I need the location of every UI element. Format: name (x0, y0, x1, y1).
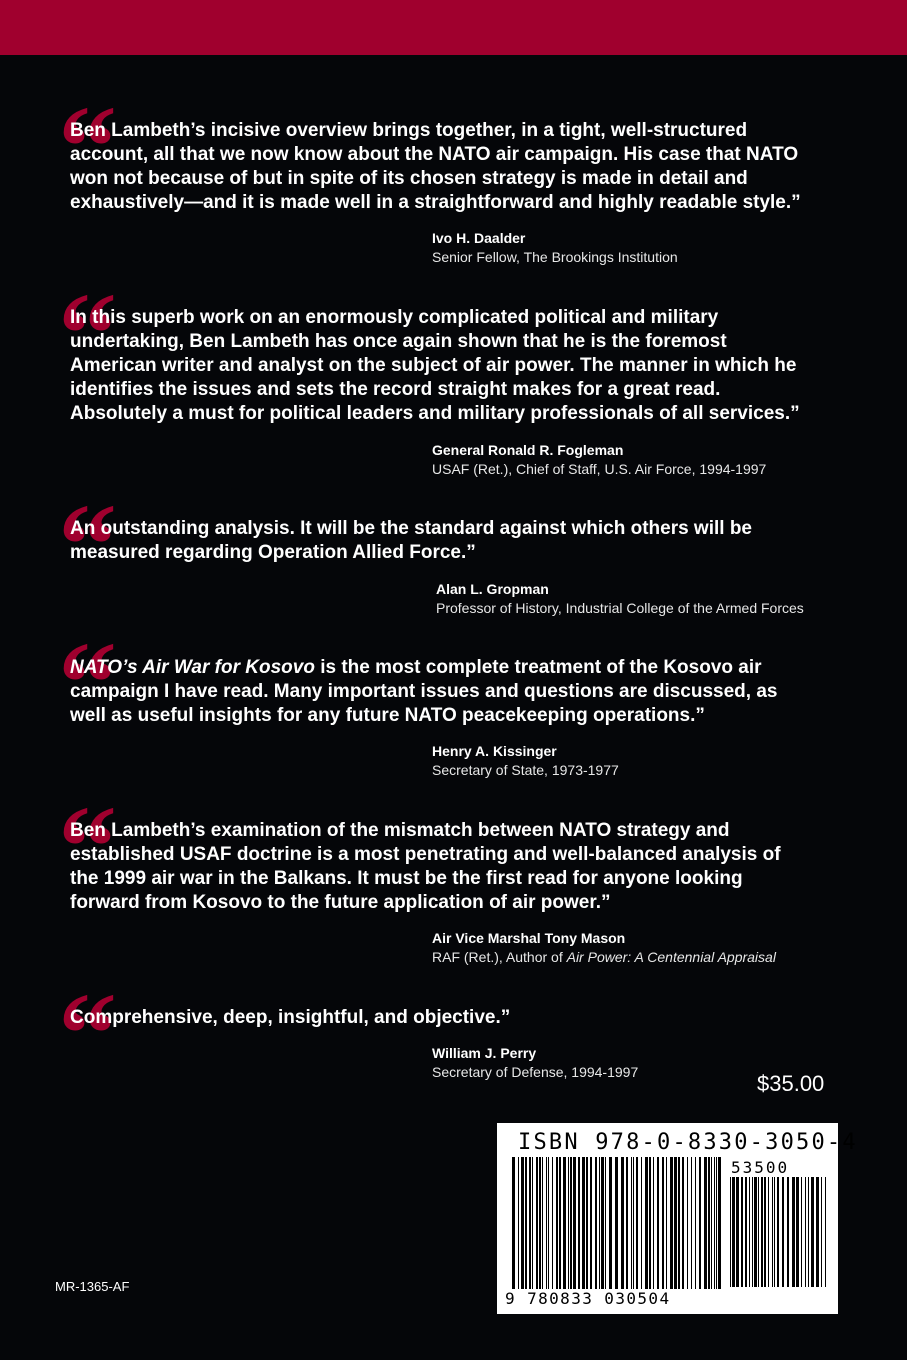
barcode-bar (666, 1157, 667, 1289)
barcode-bar (768, 1177, 769, 1287)
endorser-title-text: Senior Fellow, The Brookings Institution (432, 249, 678, 265)
barcode-bar (570, 1157, 572, 1289)
barcode-price-code: 53500 (731, 1158, 790, 1177)
barcode-bar (552, 1157, 553, 1289)
endorser-name: Alan L. Gropman (436, 581, 549, 597)
barcode-bar (670, 1157, 673, 1289)
endorser-name: Air Vice Marshal Tony Mason (432, 930, 626, 946)
quote-mark-icon: “ (58, 81, 111, 212)
quote-body: is the most complete treatment of the Kosovo air campaign I have read. Many important issues and questions are discussed, as well as useful insights for any future NATO peacekeeping operations.” (70, 657, 778, 726)
barcode-bar (749, 1177, 750, 1287)
quote-mark-icon: “ (58, 781, 111, 912)
endorser-name: General Ronald R. Fogleman (432, 442, 624, 458)
barcode-bar (674, 1157, 677, 1289)
barcode-bar (678, 1157, 680, 1289)
endorser-title-text: USAF (Ret.), Chief of Staff, U.S. Air Force, 1994-1997 (432, 461, 767, 477)
barcode-bar (631, 1157, 632, 1289)
quote-body: Ben Lambeth’s incisive overview brings together, in a tight, well-structured account, all that we now know about the NATO air campaign. His case that NATO won not because of but in spite of its chosen strategy is made in detail and exhaustively—and it is made well in a straightforward and highly readable style.” (70, 120, 801, 213)
barcode-bar (636, 1157, 638, 1289)
quote-body: Ben Lambeth’s examination of the mismatch between NATO strategy and established USAF doctrine is a most penetrating and well-balanced analysis of the 1999 air war in the Balkans. It must be the first read for anyone looking forward from Kosovo to the future application of air power.” (70, 820, 781, 913)
barcode-bar (711, 1157, 712, 1289)
barcode-bar (761, 1177, 763, 1287)
barcode-bar (805, 1177, 806, 1287)
barcode-bar (816, 1177, 819, 1287)
barcode-bar (626, 1157, 628, 1289)
endorser-name: William J. Perry (432, 1045, 537, 1061)
barcode-bar (582, 1157, 585, 1289)
barcode-bar (609, 1157, 612, 1289)
barcode-bar (691, 1157, 692, 1289)
endorser-title-italic: Air Power: A Centennial Appraisal (566, 949, 776, 965)
report-code: MR-1365-AF (55, 1279, 130, 1294)
barcode-bar (811, 1177, 814, 1287)
barcode-bar (718, 1157, 721, 1289)
endorser-title (432, 761, 619, 779)
barcode-bar (559, 1157, 561, 1289)
barcode-bar (792, 1177, 795, 1287)
endorser-title-text: RAF (Ret.), Author of (432, 949, 567, 965)
endorsement-quote (70, 656, 870, 728)
barcode-bar (782, 1177, 784, 1287)
addon-barcode-bars (730, 1177, 828, 1290)
endorser-name: Henry A. Kissinger (432, 743, 557, 759)
quote-body: In this superb work on an enormously complicated political and military undertaking, Ben Lambeth has once again shown that he is the foremost American writer and analyst on the subject of air power. The manner in which he identifies the issues and sets the record straight makes for a great read. Absolutely a must for political leaders and military professionals of all services.” (70, 307, 800, 424)
barcode-bar (601, 1157, 604, 1289)
barcode-bar (730, 1177, 731, 1287)
top-color-band (0, 0, 907, 55)
barcode-bar (714, 1157, 715, 1289)
barcode-bar (521, 1157, 524, 1289)
endorser-title (432, 248, 678, 266)
barcode-bar (682, 1157, 684, 1289)
barcode-bar (542, 1157, 543, 1289)
ean-barcode-bars (512, 1157, 724, 1292)
quote-mark-icon: “ (58, 479, 111, 610)
barcode-bar (764, 1177, 766, 1287)
barcode-bar (801, 1177, 802, 1287)
endorsement-quote (70, 517, 870, 565)
barcode-bar (573, 1157, 576, 1289)
endorser-title-text: Secretary of Defense, 1994-1997 (432, 1064, 639, 1080)
barcode-bar (687, 1157, 688, 1289)
barcode-bar (556, 1157, 558, 1289)
barcode-bar (752, 1177, 753, 1287)
barcode-bar (595, 1157, 597, 1289)
barcode-bar (741, 1177, 743, 1287)
endorser-title (432, 948, 776, 966)
barcode-bar (708, 1157, 710, 1289)
barcode-bar (615, 1157, 618, 1289)
barcode-bar (695, 1157, 696, 1289)
barcode-bar (777, 1177, 779, 1287)
barcode-bar (641, 1157, 642, 1289)
barcode-bar (539, 1157, 541, 1289)
barcode-bar (546, 1157, 547, 1289)
quote-lead-italic: NATO’s Air War for Kosovo (70, 657, 315, 678)
barcode-bar (716, 1157, 717, 1289)
barcode-bar (548, 1157, 549, 1289)
barcode-bar (645, 1157, 648, 1289)
barcode-bar (621, 1157, 624, 1289)
barcode-bar (633, 1157, 634, 1289)
barcode-bar (518, 1157, 519, 1289)
quote-mark-icon: “ (58, 617, 111, 748)
endorser-title-text: Secretary of State, 1973-1977 (432, 762, 619, 778)
quote-mark-icon: “ (58, 268, 111, 399)
endorser-title (436, 599, 804, 617)
barcode-bar (568, 1157, 569, 1289)
endorser-title (432, 1063, 638, 1081)
barcode-bar (586, 1157, 588, 1289)
barcode-bar (774, 1177, 775, 1287)
quote-body: Comprehensive, deep, insightful, and objective.” (70, 1007, 511, 1028)
barcode-bar (536, 1157, 538, 1289)
barcode-bar (599, 1157, 600, 1289)
barcode-bar (653, 1157, 654, 1289)
barcode-bar (736, 1177, 739, 1287)
endorser-name: Ivo H. Daalder (432, 230, 526, 246)
barcode-bar (699, 1157, 701, 1289)
barcode-bar (578, 1157, 580, 1289)
barcode-bar (745, 1177, 747, 1287)
barcode-bar (590, 1157, 592, 1289)
barcode-bar (657, 1157, 659, 1289)
endorsement-quote (70, 119, 870, 215)
barcode-bar (512, 1157, 515, 1289)
barcode-bar (532, 1157, 533, 1289)
barcode-bar (821, 1177, 822, 1287)
quote-mark-icon: “ (58, 968, 111, 1099)
barcode-bar (772, 1177, 773, 1287)
endorsement-quote (70, 819, 870, 915)
barcode-bar (649, 1157, 651, 1289)
barcode-bar (732, 1177, 735, 1287)
barcode-bar (525, 1157, 527, 1289)
barcode-bar (825, 1177, 826, 1287)
isbn-label: ISBN 978-0-8330-3050-4 (518, 1130, 858, 1155)
barcode-bar (758, 1177, 759, 1287)
barcode-bar (754, 1177, 757, 1287)
barcode-bar (704, 1157, 707, 1289)
endorsement-quote (70, 1006, 870, 1030)
endorsement-quote (70, 306, 870, 426)
barcode-bar (808, 1177, 809, 1287)
endorser-title-text: Professor of History, Industrial College of the Armed Forces (436, 600, 804, 616)
barcode-bar (563, 1157, 566, 1289)
ean-digits: 9 780833 030504 (505, 1289, 671, 1308)
barcode-bar (605, 1157, 606, 1289)
barcode-bar (787, 1177, 789, 1287)
barcode-bar (662, 1157, 664, 1289)
barcode-bar (796, 1177, 799, 1287)
endorser-title (432, 460, 766, 478)
barcode-bar (529, 1157, 531, 1289)
price-label: $35.00 (757, 1071, 825, 1096)
quote-body: An outstanding analysis. It will be the standard against which others will be measured regarding Operation Allied Force.” (70, 518, 752, 563)
